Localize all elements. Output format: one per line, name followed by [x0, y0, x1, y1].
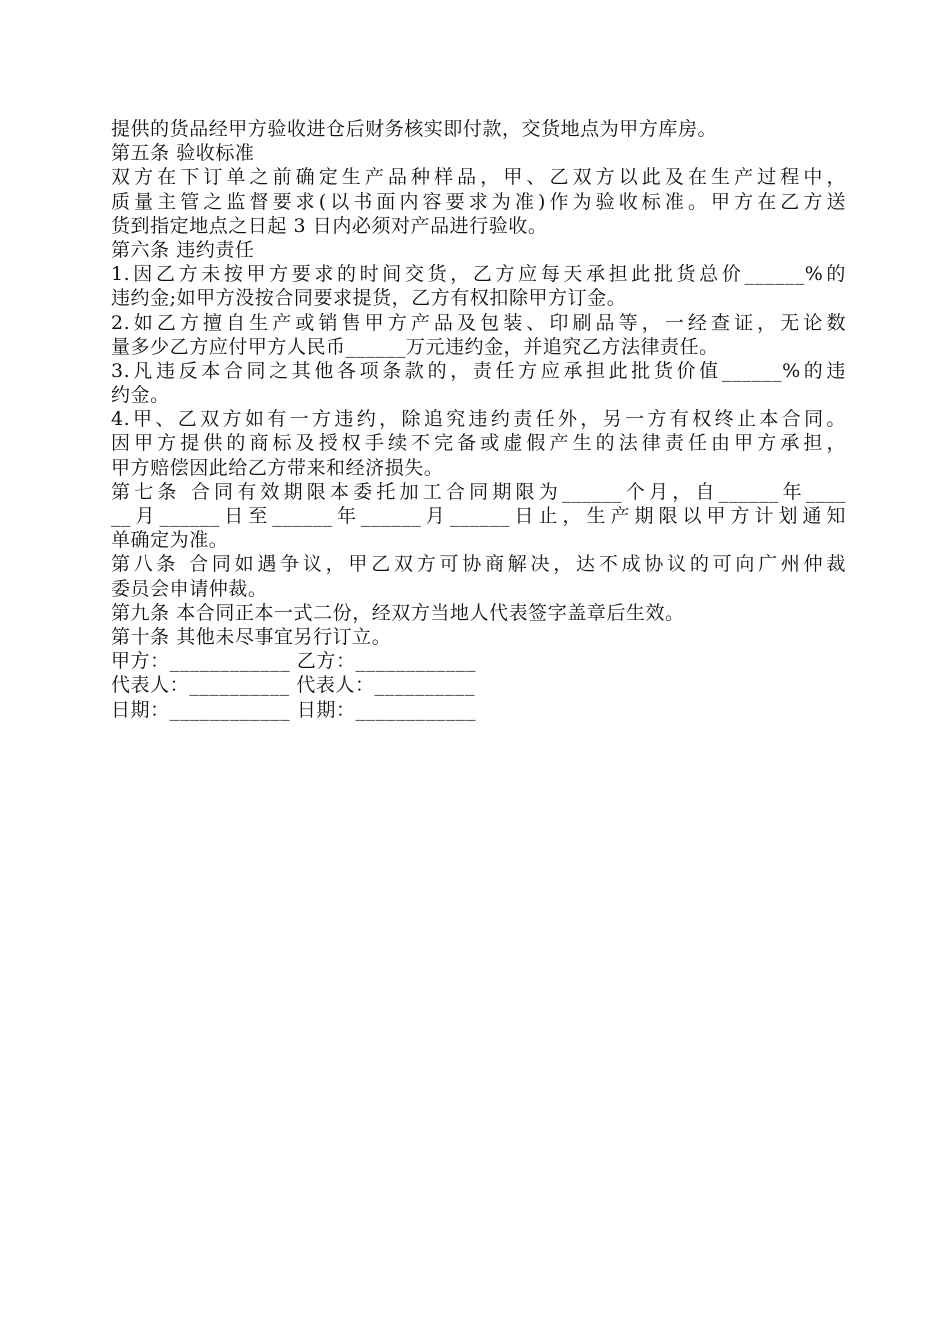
article-6-item-4-line-1: 4.甲、乙双方如有一方违约，除追究违约责任外，另一方有权终止本合同。 [111, 408, 846, 431]
article-5-text-line-3: 货到指定地点之日起 3 日内必须对产品进行验收。 [111, 214, 548, 237]
article-5-text-line-2: 质量主管之监督要求(以书面内容要求为准)作为验收标准。甲方在乙方送 [111, 190, 846, 213]
article-6-item-3-line-2: 约金。 [111, 384, 170, 407]
article-10-line: 第十条 其他未尽事宜另行订立。 [111, 625, 392, 648]
signature-date-line: 日期：____________ 日期：____________ [111, 698, 477, 721]
article-6-item-2-line-1: 2.如乙方擅自生产或销售甲方产品及包装、印刷品等，一经查证，无论数 [111, 311, 846, 334]
article-7-line-1: 第七条 合同有效期限本委托加工合同期限为______个月，自______年____ [111, 480, 846, 503]
article-7-line-3: 单确定为准。 [111, 529, 229, 552]
article-8-line-2: 委员会申请仲裁。 [111, 577, 268, 600]
article-8-line-1: 第八条 合同如遇争议，甲乙双方可协商解决，达不成协议的可向广州仲裁 [111, 553, 846, 576]
article-5-heading: 第五条 验收标准 [111, 142, 255, 165]
contract-page [111, 117, 846, 722]
article-6-item-1-line-1: 1.因乙方未按甲方要求的时间交货，乙方应每天承担此批货总价______%的 [111, 263, 846, 286]
article-6-item-2-line-2: 量多少乙方应付甲方人民币______万元违约金，并追究乙方法律责任。 [111, 335, 719, 358]
article-7-line-2: __月______日至______年______月______日止，生产期限以甲方计划通知 [111, 505, 846, 527]
payment-terms-line: 提供的货品经甲方验收进仓后财务核实即付款，交货地点为甲方库房。 [111, 118, 718, 140]
signature-party-line: 甲方：____________ 乙方：____________ [111, 650, 477, 673]
article-6-item-4-line-2: 因甲方提供的商标及授权手续不完备或虚假产生的法律责任由甲方承担， [111, 432, 846, 455]
article-6-item-1-line-2: 违约金;如甲方没按合同要求提货，乙方有权扣除甲方订金。 [111, 287, 627, 310]
article-9-line: 第九条 本合同正本一式二份，经双方当地人代表签字盖章后生效。 [111, 601, 685, 624]
article-6-item-3-line-1: 3.凡违反本合同之其他各项条款的，责任方应承担此批货价值______%的违 [111, 359, 846, 382]
article-5-text-line-1: 双方在下订单之前确定生产品种样品，甲、乙双方以此及在生产过程中， [111, 166, 846, 189]
signature-representative-line: 代表人：__________ 代表人：__________ [111, 674, 475, 697]
article-6-heading: 第六条 违约责任 [111, 238, 255, 261]
article-6-item-4-line-3: 甲方赔偿因此给乙方带来和经济损失。 [111, 456, 444, 479]
